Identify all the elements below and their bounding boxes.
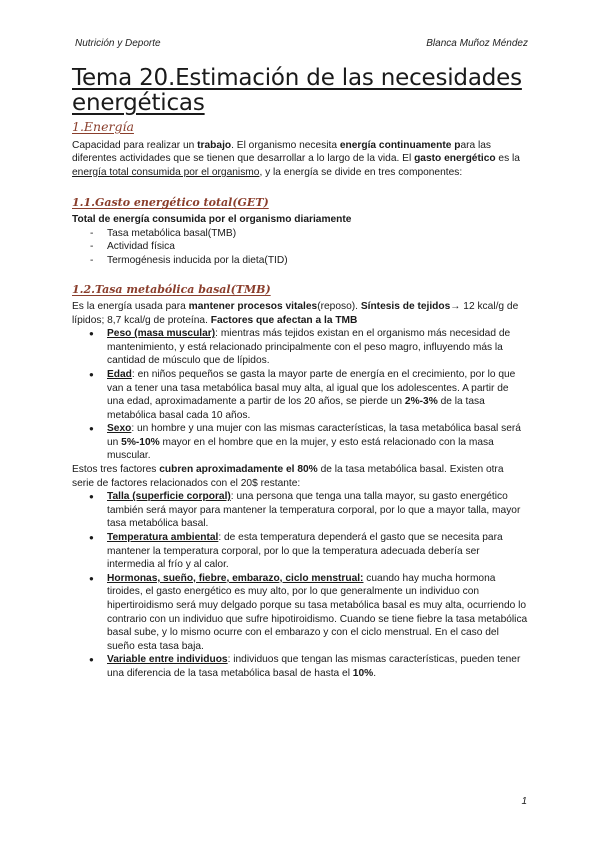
list-item: ● Temperatura ambiental: de esta temperatura dependerá el gasto que se necesita para mantener la temperatura corporal, por lo que la temperatura adecuada debería ser intermedia al frío y al calor. — [72, 531, 528, 572]
get-definition: Total de energía consumida por el organismo diariamente — [72, 213, 352, 225]
section-energia-paragraph: Capacidad para realizar un trabajo. El organismo necesita energía continuamente para las diferentes actividades que se tienen que desarrollar a lo largo de la vida. El gasto energético es la energía total consumida por el organismo, y la energía se divide en tres componentes: — [72, 139, 520, 178]
section-heading-get: 1.1.Gasto energético total(GET) — [72, 196, 269, 210]
list-item: ● Edad: en niños pequeños se gasta la mayor parte de energía en el crecimiento, por lo que van a tener una tasa metabólica basal muy alta, al igual que los adolescentes. A partir de una edad, aproximadamente a partir de los 20 años, se pierde un 2%-3% de la tasa metabólica basal cada 10 años. — [72, 368, 528, 422]
tmb-bridge-paragraph: Estos tres factores cubren aproximadamente el 80% de la tasa metabólica basal. Existen otra serie de factores relacionados con el 20$ restante: — [72, 464, 504, 489]
list-item: ● Hormonas, sueño, fiebre, embarazo, ciclo menstrual: cuando hay mucha hormona tiroides, el gasto energético es muy alto, por lo que generalmente un individuo con hipertiroidismo será muy delgado porque su tasa metabólica basal es muy alta, ocurriendo lo contrario con un individuo que sufre hipotiroidismo. Cuando se tiene fiebre la tasa metabólica basal sube, y lo mismo ocurre con el embarazo y con el ciclo menstrual. En el caso del sueño esta tasa baja. — [72, 572, 528, 654]
header-author: Blanca Muñoz Méndez — [426, 38, 528, 49]
section-heading-tmb: 1.2.Tasa metabólica basal(TMB) — [72, 283, 271, 297]
list-item: ● Sexo: un hombre y una mujer con las mismas características, la tasa metabólica basal será un 5%-10% mayor en el hombre que en la mujer, y esto está relacionado con la masa muscular. — [72, 422, 528, 463]
list-item: - Termogénesis inducida por la dieta(TID) — [72, 254, 528, 268]
page-content — [72, 66, 528, 681]
tmb-factors-list — [72, 327, 528, 463]
list-item: ● Variable entre individuos: individuos que tengan las mismas características, pueden tener una diferencia de la tasa metabólica basal de hasta el 10%. — [72, 653, 528, 680]
tmb-intro: Es la energía usada para mantener procesos vitales(reposo). Síntesis de tejidos→ 12 kcal/g de lípidos; 8,7 kcal/g de proteína. Factores que afectan a la TMB — [72, 300, 519, 326]
page-number: 1 — [521, 796, 527, 807]
list-item: - Tasa metabólica basal(TMB) — [72, 227, 528, 241]
section-heading-energia: 1.Energía — [72, 119, 134, 134]
tmb-other-factors-list — [72, 490, 528, 680]
list-item: ● Talla (superficie corporal): una persona que tenga una talla mayor, su gasto energético también será mayor para mantener la temperatura corporal, por lo que a mayor talla, mayor tasa metabólica basal. — [72, 490, 528, 531]
list-item: - Actividad física — [72, 240, 528, 254]
header-course: Nutrición y Deporte — [75, 38, 161, 49]
get-components-list — [72, 227, 528, 268]
list-item: ● Peso (masa muscular): mientras más tejidos existan en el organismo más necesidad de mantenimiento, y está relacionado principalmente con el peso magro, influyendo más la cantidad de músculo que de lípidos. — [72, 327, 528, 368]
page-title: Tema 20.Estimación de las necesidades energéticas — [72, 65, 522, 116]
